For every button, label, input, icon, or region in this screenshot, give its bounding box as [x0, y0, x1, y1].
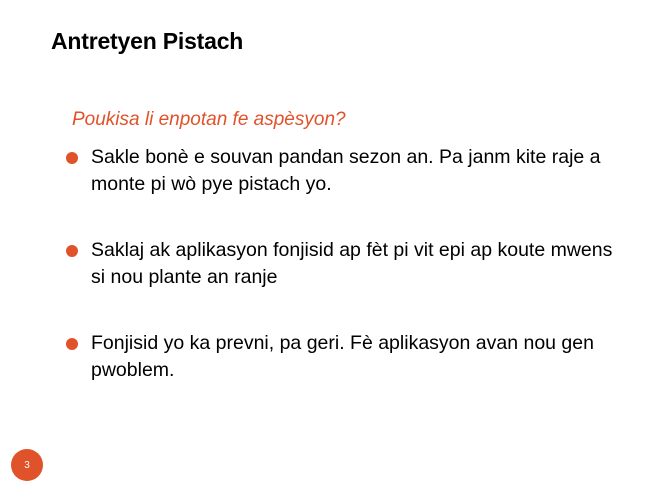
- bullet-dot-icon: [66, 338, 78, 350]
- bullet-list: [66, 144, 626, 423]
- bullet-item: [66, 144, 626, 198]
- bullet-text: Sakle bonè e souvan pandan sezon an. Pa janm kite raje a monte pi wò pye pistach yo.: [91, 146, 601, 195]
- bullet-dot-icon: [66, 245, 78, 257]
- bullet-item: [66, 330, 626, 384]
- slide-subtitle: Poukisa li enpotan fe aspèsyon?: [72, 109, 346, 130]
- slide-title: Antretyen Pistach: [51, 28, 244, 54]
- bullet-item: [66, 237, 626, 291]
- page-number-badge: 3: [11, 449, 43, 481]
- bullet-text: Saklaj ak aplikasyon fonjisid ap fèt pi vit epi ap koute mwens si nou plante an ranje: [91, 239, 613, 288]
- bullet-text: Fonjisid yo ka prevni, pa geri. Fè aplikasyon avan nou gen pwoblem.: [91, 332, 594, 381]
- bullet-dot-icon: [66, 152, 78, 164]
